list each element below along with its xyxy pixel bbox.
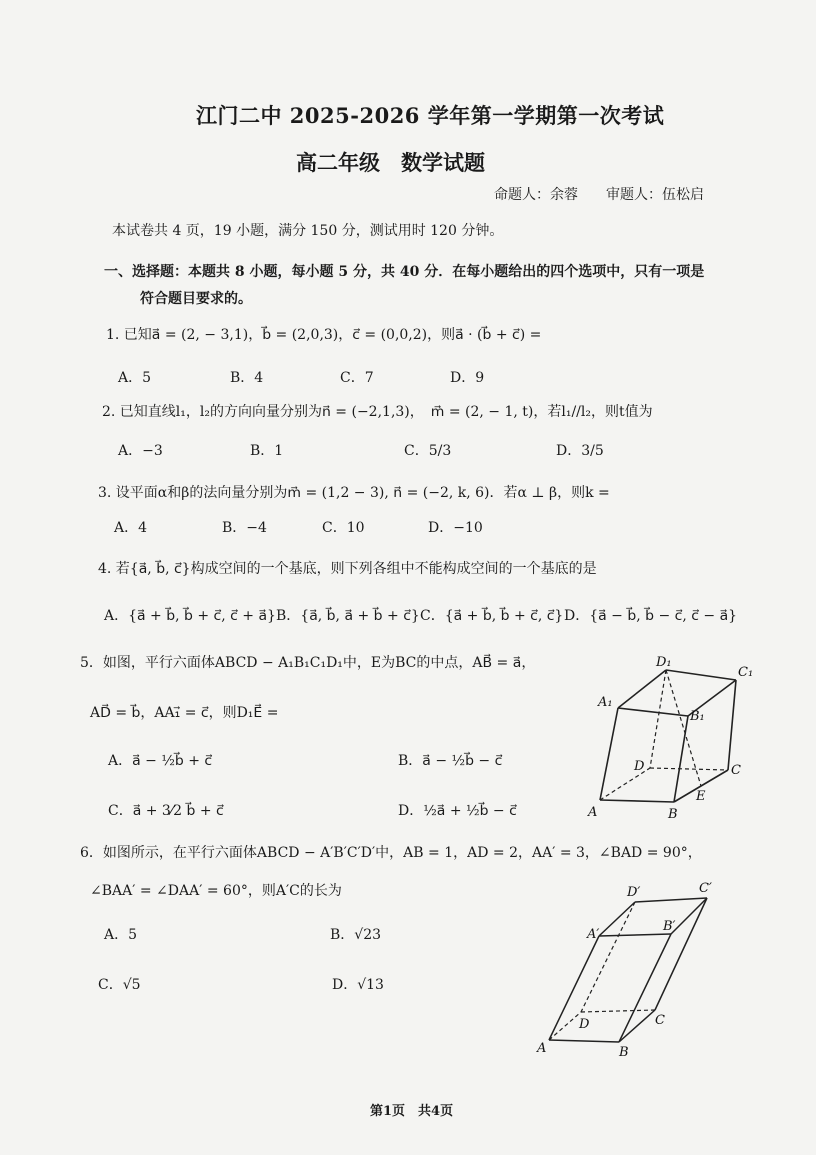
- q1-option-c: C．7: [340, 370, 374, 386]
- q6-label-c-prime: C′: [699, 881, 712, 896]
- q6-label-b-prime: B′: [663, 919, 676, 934]
- q4-option-d: D．{a⃗ − b⃗, b⃗ − c⃗, c⃗ − a⃗}: [564, 608, 738, 624]
- q2-option-c: C．5/3: [404, 443, 452, 459]
- q5-option-d: D．½a⃗ + ½b⃗ − c⃗: [398, 803, 517, 819]
- question-4-stem: 4. 若{a⃗, b⃗, c⃗}构成空间的一个基底，则下列各组中不能构成空间的一个基底的是: [98, 561, 597, 577]
- q3-option-a: A．4: [114, 520, 148, 536]
- q1-option-a: A．5: [118, 370, 152, 386]
- q6-label-d-prime: D′: [627, 885, 641, 900]
- q3-option-d: D．−10: [428, 520, 483, 536]
- q2-option-a: A．−3: [118, 443, 163, 459]
- question-5-stem: 5．如图，平行六面体ABCD − A₁B₁C₁D₁中，E为BC的中点，AB⃗ = a⃗，: [80, 655, 536, 671]
- q5-label-d1: D₁: [656, 655, 672, 670]
- q6-option-b: B．√23: [330, 927, 382, 943]
- question-6-stem-cont: ∠BAA′ = ∠DAA′ = 60°，则A′C的长为: [90, 883, 342, 899]
- q2-option-b: B．1: [250, 443, 284, 459]
- page-footer: 第1页 共4页: [370, 1104, 454, 1119]
- authors-line: 命题人：余蓉 审题人：伍松启: [494, 187, 704, 203]
- q5-label-c1: C₁: [738, 665, 754, 680]
- q6-parallelepiped-figure: [535, 880, 725, 1060]
- question-2-stem: 2. 已知直线l₁，l₂的方向向量分别为n⃗ = (−2,1,3)， m⃗ = (2, − 1, t)，若l₁//l₂，则t值为: [102, 404, 653, 420]
- q6-option-c: C．√5: [98, 977, 141, 993]
- q5-label-a1: A₁: [598, 695, 613, 710]
- q5-label-b: B: [668, 807, 678, 822]
- q4-option-b: B．{a⃗, b⃗, a⃗ + b⃗ + c⃗}: [276, 608, 420, 624]
- q6-label-d: D: [579, 1017, 590, 1032]
- q5-option-c: C．a⃗ + 3⁄2 b⃗ + c⃗: [108, 803, 224, 819]
- exam-subtitle: 高二年级 数学试题: [296, 150, 485, 175]
- q6-option-d: D．√13: [332, 977, 384, 993]
- q5-label-b1: B₁: [690, 709, 705, 724]
- section-heading-cont: 符合题目要求的。: [140, 291, 252, 307]
- q5-label-c: C: [731, 763, 741, 778]
- q5-label-d: D: [634, 759, 645, 774]
- q5-label-e: E: [696, 789, 706, 804]
- section-heading: 一、选择题：本题共 8 小题，每小题 5 分，共 40 分．在每小题给出的四个选项中，只有一项是: [104, 264, 705, 280]
- q5-option-a: A．a⃗ − ½b⃗ + c⃗: [108, 753, 213, 769]
- question-5-stem-cont: AD⃗ = b⃗，AA₁⃗ = c⃗，则D₁E⃗ =: [90, 705, 279, 721]
- question-3-stem: 3. 设平面α和β的法向量分别为m⃗ = (1,2 − 3), n⃗ = (−2, k, 6)．若α ⊥ β，则k =: [98, 485, 610, 501]
- q6-label-a-prime: A′: [587, 927, 600, 942]
- q3-option-c: C．10: [322, 520, 365, 536]
- q1-option-b: B．4: [230, 370, 264, 386]
- q4-option-c: C．{a⃗ + b⃗, b⃗ + c⃗, c⃗}: [420, 608, 564, 624]
- q1-option-d: D．9: [450, 370, 485, 386]
- q5-label-a: A: [588, 805, 598, 820]
- q5-option-b: B．a⃗ − ½b⃗ − c⃗: [398, 753, 503, 769]
- q3-option-b: B．−4: [222, 520, 267, 536]
- exam-intro: 本试卷共 4 页，19 小题，满分 150 分，测试用时 120 分钟。: [112, 223, 504, 239]
- q5-parallelepiped-figure: [578, 650, 758, 825]
- exam-title: 江门二中 2025-2026 学年第一学期第一次考试: [196, 103, 665, 128]
- q6-label-c: C: [655, 1013, 665, 1028]
- q6-label-b: B: [619, 1045, 629, 1060]
- q6-label-a: A: [537, 1041, 547, 1056]
- question-6-stem: 6．如图所示，在平行六面体ABCD − A′B′C′D′中，AB = 1，AD = 2，AA′ = 3，∠BAD = 90°，: [80, 845, 702, 861]
- q6-option-a: A．5: [104, 927, 138, 943]
- q2-option-d: D．3/5: [556, 443, 604, 459]
- question-1-stem: 1. 已知a⃗ = (2, − 3,1)，b⃗ = (2,0,3)，c⃗ = (0,0,2)，则a⃗ · (b⃗ + c⃗) =: [106, 327, 542, 343]
- q4-option-a: A．{a⃗ + b⃗, b⃗ + c⃗, c⃗ + a⃗}: [104, 608, 276, 624]
